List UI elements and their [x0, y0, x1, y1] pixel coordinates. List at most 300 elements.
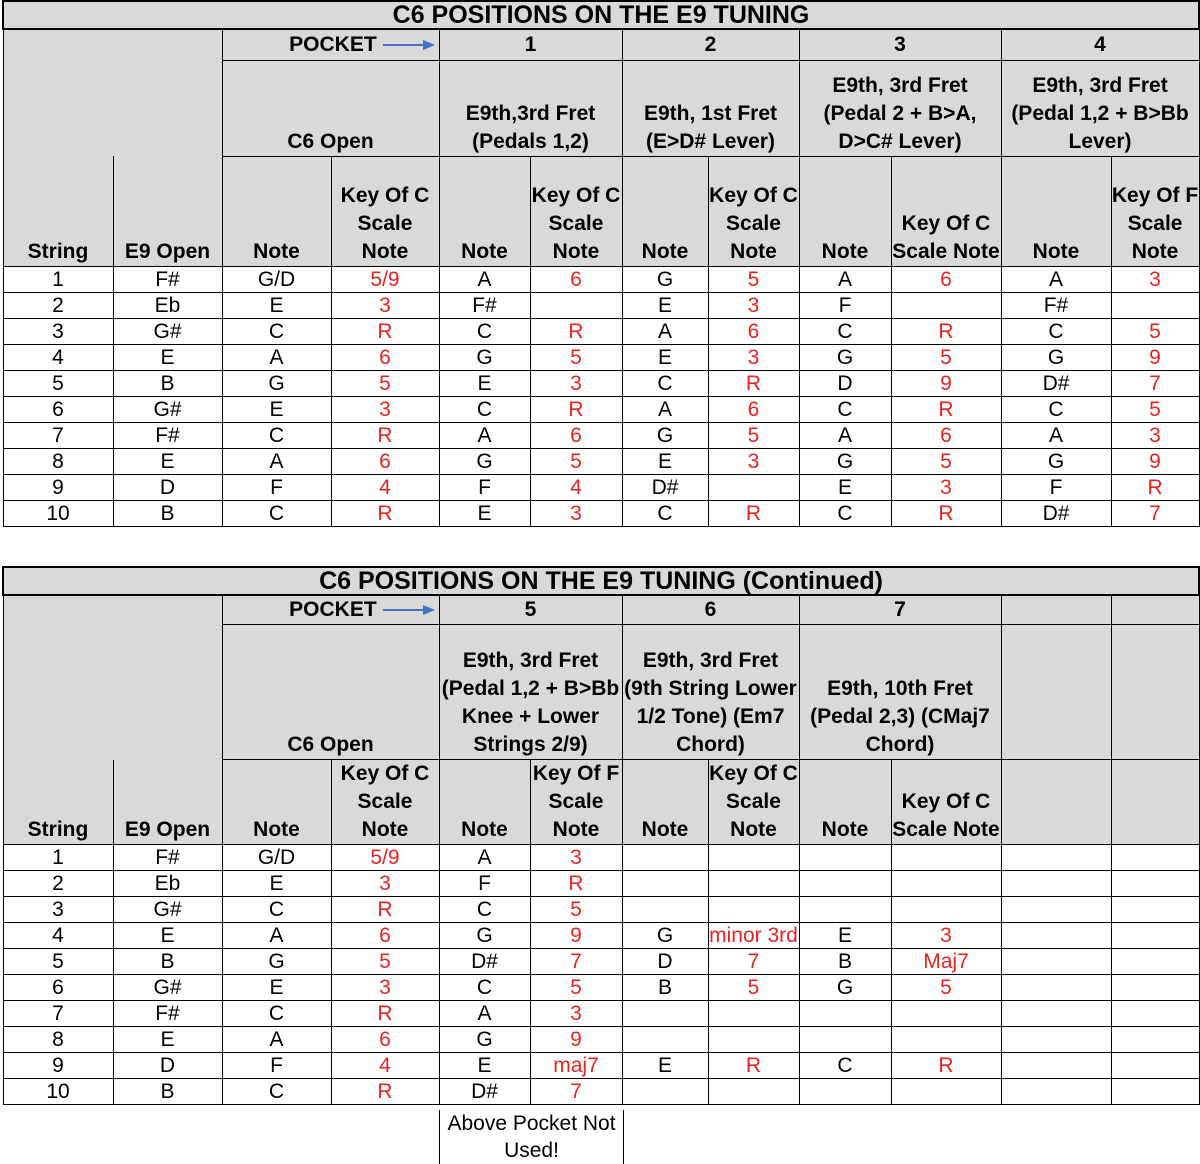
arrow-right-icon — [383, 603, 435, 617]
note-cell: D — [622, 949, 708, 975]
pocket-label: POCKET — [222, 29, 439, 60]
scale-note-cell: 3 — [891, 475, 1001, 501]
string-number-cell: 6 — [3, 397, 113, 423]
note-cell: C — [799, 397, 891, 423]
table1-title: C6 POSITIONS ON THE E9 TUNING — [3, 1, 1199, 29]
scale-note-cell: 6 — [331, 923, 439, 949]
position-number: 6 — [622, 595, 799, 625]
column-header-scale-note: Key Of C Scale Note — [331, 156, 439, 267]
note-cell — [622, 1079, 708, 1105]
note-cell: D — [799, 371, 891, 397]
scale-note-cell: 9 — [1111, 345, 1199, 371]
positions-table-1 — [2, 0, 1200, 527]
scale-note-cell: 6 — [708, 397, 799, 423]
scale-note-cell — [708, 845, 799, 871]
position-number — [1001, 595, 1111, 625]
scale-note-cell: Maj7 — [891, 949, 1001, 975]
scale-note-cell: 7 — [530, 949, 622, 975]
note-cell — [1001, 949, 1111, 975]
note-cell: E — [622, 293, 708, 319]
string-number-cell: 10 — [3, 1079, 113, 1105]
scale-note-cell: 3 — [891, 923, 1001, 949]
scale-note-cell: 5 — [331, 371, 439, 397]
scale-note-cell: 5 — [1111, 397, 1199, 423]
string-number-cell: 8 — [3, 449, 113, 475]
scale-note-cell — [1111, 871, 1199, 897]
scale-note-cell: 6 — [331, 345, 439, 371]
string-number-cell: 7 — [3, 423, 113, 449]
note-cell — [622, 845, 708, 871]
column-header-note: Note — [622, 156, 708, 267]
scale-note-cell: 3 — [530, 371, 622, 397]
column-header-note: Note — [222, 760, 331, 845]
string-number-cell: 2 — [3, 871, 113, 897]
scale-note-cell: 6 — [530, 267, 622, 293]
string-number-cell: 6 — [3, 975, 113, 1001]
footer-note: Above Pocket Not Used! — [439, 1110, 624, 1164]
scale-note-cell: 5 — [530, 449, 622, 475]
note-cell: G — [439, 449, 530, 475]
position-number: 2 — [622, 29, 799, 60]
string-number-cell: 8 — [3, 1027, 113, 1053]
note-cell — [1001, 1001, 1111, 1027]
note-cell: D# — [1001, 371, 1111, 397]
scale-note-cell — [1111, 845, 1199, 871]
e9-open-cell: G# — [113, 975, 222, 1001]
scale-note-cell — [891, 1001, 1001, 1027]
note-cell: C — [1001, 397, 1111, 423]
scale-note-cell: minor 3rd — [709, 924, 798, 947]
string-number-cell: 7 — [3, 1001, 113, 1027]
e9-open-cell: G# — [113, 397, 222, 423]
scale-note-cell: 3 — [530, 1001, 622, 1027]
scale-note-cell: 5 — [891, 345, 1001, 371]
note-cell: E — [622, 345, 708, 371]
scale-note-cell: 3 — [708, 449, 799, 475]
scale-note-cell: R — [331, 1079, 439, 1105]
e9-open-cell: F# — [113, 1001, 222, 1027]
e9-open-cell: Eb — [113, 293, 222, 319]
note-cell: B — [799, 949, 891, 975]
note-cell: C — [222, 897, 331, 923]
scale-note-cell: 4 — [331, 1053, 439, 1079]
note-cell: F# — [1001, 293, 1111, 319]
e9-open-cell: E — [113, 1027, 222, 1053]
note-cell: E — [799, 923, 891, 949]
column-header-note: Note — [799, 156, 891, 267]
note-cell: C — [439, 397, 530, 423]
column-header-scale-note: Key Of F Scale Note — [530, 760, 622, 845]
note-cell: A — [799, 267, 891, 293]
note-cell — [1001, 975, 1111, 1001]
column-header-note: Note — [799, 760, 891, 845]
scale-note-cell — [708, 475, 799, 501]
scale-note-cell — [530, 293, 622, 319]
scale-note-cell: 5 — [891, 975, 1001, 1001]
scale-note-cell — [708, 1027, 799, 1053]
note-cell — [799, 1001, 891, 1027]
note-cell: A — [439, 267, 530, 293]
scale-note-cell — [1111, 897, 1199, 923]
scale-note-cell: 3 — [530, 845, 622, 871]
column-header-blank — [1111, 760, 1199, 845]
column-header-note: Note — [222, 156, 331, 267]
note-cell: G — [799, 345, 891, 371]
string-number-cell: 1 — [3, 845, 113, 871]
note-cell: G — [439, 345, 530, 371]
scale-note-cell: 6 — [708, 319, 799, 345]
table-row — [3, 293, 1199, 319]
table-row — [3, 1053, 1199, 1079]
e9-open-cell: F# — [113, 267, 222, 293]
note-cell: A — [1001, 267, 1111, 293]
pocket-label: POCKET — [222, 595, 439, 625]
scale-note-cell: 3 — [1111, 423, 1199, 449]
e9-open-cell: B — [113, 1079, 222, 1105]
e9-open-cell: G# — [113, 319, 222, 345]
table-row — [3, 501, 1199, 527]
scale-note-cell: 7 — [530, 1079, 622, 1105]
e9-open-cell: D — [113, 1053, 222, 1079]
scale-note-cell: R — [331, 897, 439, 923]
scale-note-cell: R — [530, 871, 622, 897]
group-header-position-4: E9th, 3rd Fret (Pedal 1,2 + B>Bb Lever) — [1001, 60, 1199, 156]
note-cell: G — [799, 975, 891, 1001]
scale-note-cell: 5 — [891, 449, 1001, 475]
note-cell: C — [222, 501, 331, 527]
scale-note-cell: 6 — [891, 267, 1001, 293]
note-cell: A — [622, 319, 708, 345]
group-header-position-7: E9th, 10th Fret (Pedal 2,3) (CMaj7 Chord) — [799, 625, 1001, 760]
table2-body — [3, 845, 1199, 1105]
scale-note-cell: R — [1111, 475, 1199, 501]
note-cell: C — [1001, 319, 1111, 345]
note-cell: G — [222, 949, 331, 975]
note-cell: A — [222, 1027, 331, 1053]
string-number-cell: 1 — [3, 267, 113, 293]
e9-open-cell: D — [113, 475, 222, 501]
note-cell: C — [222, 1079, 331, 1105]
note-cell: B — [622, 975, 708, 1001]
position-number: 3 — [799, 29, 1001, 60]
scale-note-cell: R — [331, 1001, 439, 1027]
note-cell: G — [439, 923, 530, 949]
scale-note-cell: 7 — [1111, 501, 1199, 527]
string-number-cell: 4 — [3, 923, 113, 949]
note-cell — [1001, 923, 1111, 949]
table2-title: C6 POSITIONS ON THE E9 TUNING (Continued) — [3, 567, 1199, 595]
scale-note-cell — [891, 293, 1001, 319]
note-cell: E — [622, 449, 708, 475]
note-cell: G — [1001, 449, 1111, 475]
column-header-scale-note: Key Of C Scale Note — [891, 760, 1001, 845]
e9-open-cell: F# — [113, 845, 222, 871]
string-number-cell: 5 — [3, 949, 113, 975]
note-cell: C — [439, 975, 530, 1001]
scale-note-cell: 5 — [331, 949, 439, 975]
note-cell: E — [439, 501, 530, 527]
column-header-scale-note: Key Of C Scale Note — [891, 156, 1001, 267]
group-header-c6-open: C6 Open — [222, 60, 439, 156]
note-cell: E — [439, 1053, 530, 1079]
group-header-c6-open: C6 Open — [222, 625, 439, 760]
column-header-e9-open: E9 Open — [113, 156, 222, 267]
column-header-note: Note — [622, 760, 708, 845]
arrow-right-icon — [383, 38, 435, 52]
column-header-scale-note: Key Of C Scale Note — [530, 156, 622, 267]
position-number — [1111, 595, 1199, 625]
scale-note-cell — [891, 1079, 1001, 1105]
table-row — [3, 871, 1199, 897]
note-cell: G — [439, 1027, 530, 1053]
note-cell: E — [799, 475, 891, 501]
table-row — [3, 371, 1199, 397]
scale-note-cell — [708, 1001, 799, 1027]
scale-note-cell — [1111, 1001, 1199, 1027]
group-header-position-5: E9th, 3rd Fret (Pedal 1,2 + B>Bb Knee + Lower Strings 2/9) — [439, 625, 622, 760]
scale-note-cell: 3 — [708, 293, 799, 319]
table-row — [3, 845, 1199, 871]
note-cell: G/D — [222, 845, 331, 871]
scale-note-cell — [1111, 1079, 1199, 1105]
note-cell: F# — [439, 293, 530, 319]
e9-open-cell: Eb — [113, 871, 222, 897]
note-cell — [799, 1079, 891, 1105]
scale-note-cell: 9 — [891, 371, 1001, 397]
table-row — [3, 1027, 1199, 1053]
column-header-note: Note — [439, 760, 530, 845]
e9-open-cell: E — [113, 923, 222, 949]
note-cell — [799, 1027, 891, 1053]
note-cell: F — [439, 871, 530, 897]
position-number: 7 — [799, 595, 1001, 625]
note-cell: A — [222, 449, 331, 475]
e9-open-cell: F# — [113, 423, 222, 449]
note-cell: A — [222, 923, 331, 949]
column-header-scale-note: Key Of F Scale Note — [1111, 156, 1199, 267]
scale-note-cell: 6 — [331, 1027, 439, 1053]
note-cell: E — [222, 397, 331, 423]
table-row — [3, 267, 1199, 293]
note-cell — [1001, 1079, 1111, 1105]
note-cell: E — [222, 293, 331, 319]
note-cell — [799, 871, 891, 897]
scale-note-cell: R — [530, 397, 622, 423]
note-cell: G — [222, 371, 331, 397]
e9-open-cell: E — [113, 345, 222, 371]
scale-note-cell: 5 — [1111, 319, 1199, 345]
column-header-string: String — [3, 156, 113, 267]
scale-note-cell: R — [331, 319, 439, 345]
scale-note-cell: 5 — [708, 423, 799, 449]
scale-note-cell — [708, 1079, 799, 1105]
table-row — [3, 1079, 1199, 1105]
note-cell: G — [622, 267, 708, 293]
note-cell: F — [799, 293, 891, 319]
string-number-cell: 5 — [3, 371, 113, 397]
scale-note-cell: R — [891, 319, 1001, 345]
scale-note-cell: 6 — [891, 423, 1001, 449]
note-cell: C — [222, 423, 331, 449]
scale-note-cell — [891, 1027, 1001, 1053]
note-cell: G/D — [222, 267, 331, 293]
note-cell — [1001, 1053, 1111, 1079]
column-header-e9-open: E9 Open — [113, 760, 222, 845]
table-row — [3, 423, 1199, 449]
string-number-cell: 4 — [3, 345, 113, 371]
string-number-cell: 3 — [3, 897, 113, 923]
note-cell — [1001, 1027, 1111, 1053]
scale-note-cell: 9 — [530, 923, 622, 949]
scale-note-cell: 4 — [331, 475, 439, 501]
scale-note-cell: 3 — [331, 975, 439, 1001]
scale-note-cell: 3 — [331, 293, 439, 319]
scale-note-cell: 9 — [530, 1027, 622, 1053]
note-cell — [622, 871, 708, 897]
column-header-note: Note — [1001, 156, 1111, 267]
note-cell: A — [439, 423, 530, 449]
note-cell: C — [799, 501, 891, 527]
e9-open-cell: B — [113, 949, 222, 975]
scale-note-cell: R — [708, 501, 799, 527]
note-cell: G — [1001, 345, 1111, 371]
scale-note-cell — [1111, 293, 1199, 319]
position-number: 1 — [439, 29, 622, 60]
scale-note-cell: 3 — [708, 345, 799, 371]
table-row — [3, 1001, 1199, 1027]
table-row — [3, 475, 1199, 501]
note-cell — [799, 897, 891, 923]
scale-note-cell: R — [891, 397, 1001, 423]
string-number-cell: 10 — [3, 501, 113, 527]
note-cell: G — [799, 449, 891, 475]
scale-note-cell — [1111, 923, 1199, 949]
note-cell: A — [439, 845, 530, 871]
group-header-position-2: E9th, 1st Fret (E>D# Lever) — [622, 60, 799, 156]
note-cell: E — [439, 371, 530, 397]
note-cell: A — [439, 1001, 530, 1027]
scale-note-cell — [1111, 949, 1199, 975]
note-cell: G — [622, 423, 708, 449]
scale-note-cell: 6 — [530, 423, 622, 449]
scale-note-cell: 3 — [331, 397, 439, 423]
scale-note-cell: maj7 — [530, 1053, 622, 1079]
scale-note-cell: 5 — [708, 975, 799, 1001]
scale-note-cell: 5 — [530, 897, 622, 923]
note-cell: E — [622, 1053, 708, 1079]
group-header-position-6: E9th, 3rd Fret (9th String Lower 1/2 Tone) (Em7 Chord) — [622, 625, 799, 760]
table-row — [3, 449, 1199, 475]
positions-table-2 — [2, 566, 1200, 1105]
e9-open-cell: B — [113, 371, 222, 397]
scale-note-cell: 4 — [530, 475, 622, 501]
position-number: 4 — [1001, 29, 1199, 60]
scale-note-cell: 3 — [530, 501, 622, 527]
scale-note-cell: 7 — [1111, 371, 1199, 397]
e9-open-cell: B — [113, 501, 222, 527]
scale-note-cell — [891, 897, 1001, 923]
note-cell: G — [622, 923, 708, 949]
string-number-cell: 9 — [3, 475, 113, 501]
note-cell: F — [222, 1053, 331, 1079]
group-header-position-3: E9th, 3rd Fret (Pedal 2 + B>A, D>C# Lever) — [799, 60, 1001, 156]
note-cell: A — [622, 397, 708, 423]
note-cell: D# — [622, 475, 708, 501]
position-number: 5 — [439, 595, 622, 625]
scale-note-cell: 3 — [331, 871, 439, 897]
note-cell: C — [439, 319, 530, 345]
table-row — [3, 975, 1199, 1001]
table-row — [3, 397, 1199, 423]
column-header-note: Note — [439, 156, 530, 267]
table-row — [3, 897, 1199, 923]
note-cell: C — [439, 897, 530, 923]
scale-note-cell — [1111, 975, 1199, 1001]
column-header-scale-note: Key Of C Scale Note — [708, 156, 799, 267]
column-header-string: String — [3, 760, 113, 845]
note-cell: E — [222, 975, 331, 1001]
note-cell — [622, 897, 708, 923]
column-header-scale-note: Key Of C Scale Note — [331, 760, 439, 845]
scale-note-cell: 5 — [530, 975, 622, 1001]
note-cell: A — [1001, 423, 1111, 449]
scale-note-cell — [708, 871, 799, 897]
table-row — [3, 923, 1199, 949]
scale-note-cell — [891, 871, 1001, 897]
note-cell: D# — [1001, 501, 1111, 527]
note-cell: C — [622, 371, 708, 397]
note-cell — [799, 845, 891, 871]
note-cell: C — [222, 1001, 331, 1027]
scale-note-cell — [891, 845, 1001, 871]
note-cell: C — [799, 319, 891, 345]
note-cell: F — [439, 475, 530, 501]
note-cell: A — [222, 345, 331, 371]
note-cell — [1001, 871, 1111, 897]
note-cell: C — [799, 1053, 891, 1079]
table-row — [3, 319, 1199, 345]
scale-note-cell: 3 — [1111, 267, 1199, 293]
note-cell: E — [222, 871, 331, 897]
scale-note-cell: 9 — [1111, 449, 1199, 475]
note-cell: C — [222, 319, 331, 345]
scale-note-cell — [708, 897, 799, 923]
string-number-cell: 9 — [3, 1053, 113, 1079]
scale-note-cell: 5/9 — [331, 267, 439, 293]
column-header-scale-note: Key Of C Scale Note — [708, 760, 799, 845]
column-header-blank — [1001, 760, 1111, 845]
string-number-cell: 3 — [3, 319, 113, 345]
note-cell — [622, 1001, 708, 1027]
scale-note-cell: R — [331, 501, 439, 527]
table1-body — [3, 267, 1199, 527]
scale-note-cell: 7 — [708, 949, 799, 975]
scale-note-cell: R — [708, 371, 799, 397]
table-row — [3, 345, 1199, 371]
note-cell: C — [622, 501, 708, 527]
scale-note-cell: R — [891, 501, 1001, 527]
note-cell: D# — [439, 1079, 530, 1105]
table-row — [3, 949, 1199, 975]
scale-note-cell: 5 — [530, 345, 622, 371]
scale-note-cell: R — [331, 423, 439, 449]
e9-open-cell: E — [113, 449, 222, 475]
string-number-cell: 2 — [3, 293, 113, 319]
scale-note-cell: R — [530, 319, 622, 345]
note-cell — [1001, 845, 1111, 871]
scale-note-cell: 6 — [331, 449, 439, 475]
note-cell — [622, 1027, 708, 1053]
